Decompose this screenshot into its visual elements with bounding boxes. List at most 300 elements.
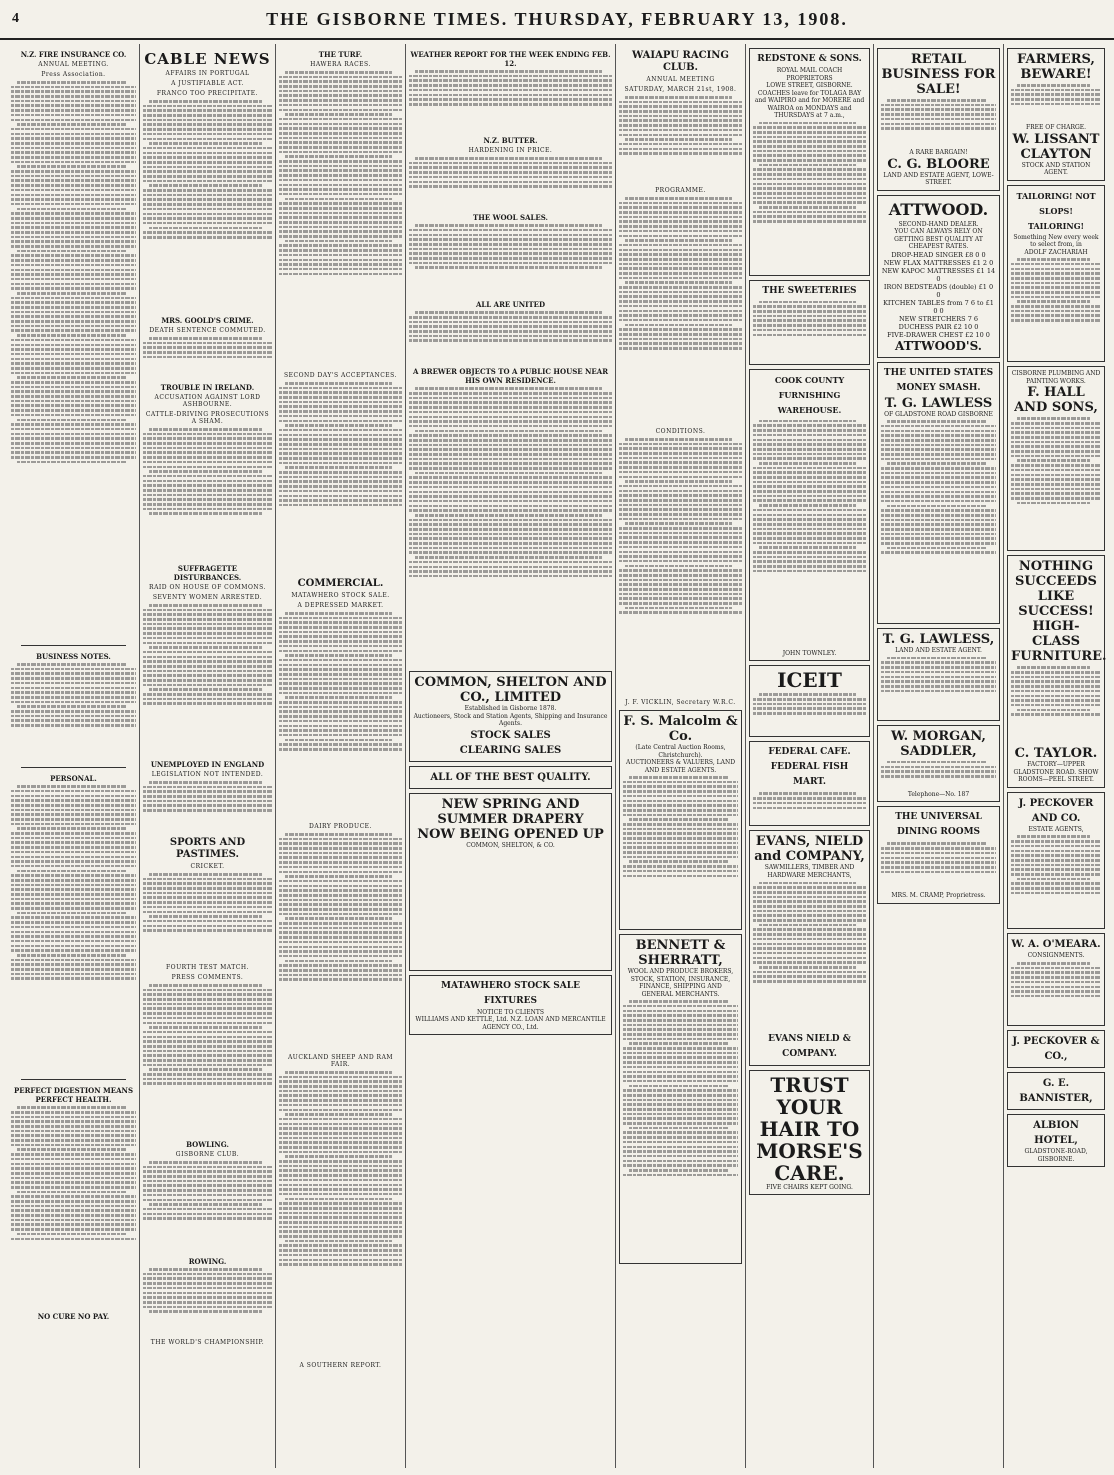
text-line xyxy=(143,1017,272,1020)
advert-body xyxy=(623,1000,738,1260)
text-line xyxy=(11,95,136,98)
text-line xyxy=(623,1160,738,1163)
price-item: DROP-HEAD SINGER £8 0 0 xyxy=(891,250,986,259)
text-line xyxy=(17,663,126,666)
text-line xyxy=(623,1146,738,1149)
text-line xyxy=(753,532,866,535)
text-line xyxy=(279,462,402,465)
text-line xyxy=(143,1031,272,1034)
headline: COMMERCIAL. xyxy=(297,578,384,589)
advert-body xyxy=(1011,962,1101,1022)
text-line xyxy=(619,328,742,331)
text-line xyxy=(143,1213,272,1216)
text-line xyxy=(17,334,126,337)
text-line xyxy=(143,189,272,192)
text-line xyxy=(623,828,738,831)
text-line xyxy=(143,925,272,928)
text-line xyxy=(279,913,402,916)
text-line xyxy=(753,971,866,974)
advert-title: MATAWHERO STOCK SALE FIXTURES xyxy=(441,980,580,1006)
text-line xyxy=(279,141,402,144)
text-line xyxy=(415,472,602,475)
text-line xyxy=(11,1186,136,1189)
text-line xyxy=(11,325,136,328)
advert-evans-nield xyxy=(749,830,870,1065)
text-line xyxy=(409,325,612,328)
text-line xyxy=(1011,704,1101,707)
advert-bennett xyxy=(619,934,742,1264)
text-line xyxy=(753,429,866,432)
text-line xyxy=(17,250,126,253)
text-line xyxy=(753,891,866,894)
text-line xyxy=(11,409,136,412)
text-line xyxy=(881,676,996,679)
advert-malcolm xyxy=(619,710,742,930)
text-line xyxy=(11,687,136,690)
text-line xyxy=(279,1230,402,1233)
text-line xyxy=(143,203,272,206)
text-line xyxy=(279,847,402,850)
subhead: HARDENING IN PRICE. xyxy=(468,147,553,155)
text-line xyxy=(753,537,866,540)
text-line xyxy=(143,993,272,996)
text-line xyxy=(623,856,738,859)
text-line xyxy=(279,137,402,140)
text-line xyxy=(143,156,272,159)
text-line xyxy=(619,536,742,539)
text-line xyxy=(279,443,402,446)
text-line xyxy=(143,1078,272,1081)
text-line xyxy=(285,696,392,699)
article-body xyxy=(409,311,612,361)
text-line xyxy=(409,448,612,451)
text-line xyxy=(881,425,996,428)
text-line xyxy=(881,847,996,850)
article-body xyxy=(279,382,402,572)
text-line xyxy=(279,710,402,713)
text-line xyxy=(623,1117,738,1120)
text-line xyxy=(753,168,866,171)
text-line xyxy=(11,222,136,225)
advert-title: COMMON, SHELTON AND CO., LIMITED xyxy=(414,675,607,706)
text-line xyxy=(881,500,996,503)
text-line xyxy=(143,632,272,635)
text-line xyxy=(753,975,866,978)
advert-text: GLADSTONE-ROAD, GISBORNE. xyxy=(1024,1148,1088,1163)
text-line xyxy=(279,99,402,102)
text-line xyxy=(619,230,742,233)
text-line xyxy=(881,514,996,517)
text-line xyxy=(881,509,996,512)
text-line xyxy=(143,1282,272,1285)
text-line xyxy=(279,273,402,276)
text-line xyxy=(279,429,402,432)
advert-text: STOCK SALES xyxy=(470,729,551,741)
text-line xyxy=(143,684,272,687)
text-line xyxy=(753,542,866,545)
text-line xyxy=(623,1094,738,1097)
text-line xyxy=(753,910,866,913)
text-line xyxy=(143,642,272,645)
text-line xyxy=(279,415,402,418)
text-line xyxy=(409,453,612,456)
text-line xyxy=(279,263,402,266)
text-line xyxy=(11,682,136,685)
advert-text: AUCTIONEERS & VALUERS, LAND AND ESTATE AGENTS. xyxy=(625,759,736,774)
text-line xyxy=(753,201,866,204)
text-line xyxy=(11,804,136,807)
text-line xyxy=(1017,962,1091,965)
text-line xyxy=(11,236,136,239)
text-line xyxy=(1011,422,1101,425)
text-line xyxy=(623,1075,738,1078)
text-line xyxy=(753,703,866,706)
text-line xyxy=(279,692,402,695)
text-line xyxy=(285,960,392,963)
text-line xyxy=(279,866,402,869)
text-line xyxy=(279,701,402,704)
text-line xyxy=(11,273,136,276)
text-line xyxy=(279,856,402,859)
text-line xyxy=(17,912,126,915)
text-line xyxy=(143,1045,272,1048)
text-line xyxy=(11,809,136,812)
advert-dining-rooms xyxy=(877,806,1000,904)
advert-redstone xyxy=(749,48,870,276)
text-line xyxy=(279,504,402,507)
advert-text: STOCK AND STATION AGENT. xyxy=(1021,161,1091,177)
text-line xyxy=(619,244,742,247)
text-line xyxy=(11,175,136,178)
text-line xyxy=(11,893,136,896)
text-line xyxy=(279,391,402,394)
text-line xyxy=(11,1238,136,1241)
text-line xyxy=(143,1180,272,1183)
text-line xyxy=(279,259,402,262)
text-line xyxy=(409,486,612,489)
text-line xyxy=(1017,258,1091,261)
text-line xyxy=(143,1170,272,1173)
text-line xyxy=(759,966,856,969)
text-line xyxy=(415,224,602,227)
text-line xyxy=(143,138,272,141)
text-line xyxy=(143,1184,272,1187)
article-body xyxy=(11,663,136,763)
advert-title: NOTHING SUCCEEDS LIKE SUCCESS! xyxy=(1015,559,1097,620)
text-line xyxy=(881,444,996,447)
text-line xyxy=(1011,850,1101,853)
text-line xyxy=(279,1226,402,1229)
text-line xyxy=(17,870,126,873)
text-line xyxy=(1011,986,1101,989)
text-line xyxy=(623,1103,738,1106)
text-line xyxy=(619,546,742,549)
text-line xyxy=(1011,488,1101,491)
text-line xyxy=(625,96,732,99)
text-line xyxy=(409,103,612,106)
text-line xyxy=(11,1144,136,1147)
text-line xyxy=(753,126,866,129)
text-line xyxy=(143,882,272,885)
text-line xyxy=(149,1310,262,1313)
advert-body xyxy=(881,761,996,791)
advert-bannister xyxy=(1007,1072,1105,1110)
text-line xyxy=(409,481,612,484)
text-line xyxy=(1011,282,1101,285)
text-line xyxy=(409,467,612,470)
text-line xyxy=(619,249,742,252)
text-line xyxy=(143,1003,272,1006)
text-line xyxy=(409,171,612,174)
text-line xyxy=(887,761,986,764)
text-line xyxy=(143,109,272,112)
text-line xyxy=(409,462,612,465)
text-line xyxy=(143,693,272,696)
text-line xyxy=(11,100,136,103)
text-line xyxy=(11,715,136,718)
page-number: 4 xyxy=(12,11,21,26)
text-line xyxy=(279,621,402,624)
text-line xyxy=(881,661,996,664)
text-line xyxy=(1011,492,1101,495)
advert-title: TRUST YOUR HAIR TO MORSE'S CARE. xyxy=(756,1072,863,1185)
text-line xyxy=(1011,445,1101,448)
signature: J. F. VICKLIN, Secretary W.R.C. xyxy=(625,699,736,706)
text-line xyxy=(279,964,402,967)
text-line xyxy=(11,1139,136,1142)
text-line xyxy=(149,337,262,340)
text-line xyxy=(759,792,856,795)
price-item: NEW STRETCHERS 7 6 xyxy=(898,314,979,323)
headline: ROWING. xyxy=(188,1257,227,1266)
text-line xyxy=(11,283,136,286)
text-line xyxy=(279,1141,402,1144)
text-line xyxy=(11,390,136,393)
text-line xyxy=(1011,431,1101,434)
advert-title: ICEIT xyxy=(777,668,842,693)
text-line xyxy=(143,920,272,923)
advert-peckover-2 xyxy=(1007,1030,1105,1068)
advert-peckover xyxy=(1007,792,1105,930)
text-line xyxy=(143,1208,272,1211)
column-7 xyxy=(874,44,1004,1468)
text-line xyxy=(753,886,866,889)
text-line xyxy=(11,1153,136,1156)
text-line xyxy=(143,351,272,354)
column-5 xyxy=(616,44,746,1468)
advert-text: YOU CAN ALWAYS RELY ON GETTING BEST QUALITY AT CHEAPEST RATES. xyxy=(894,228,983,251)
text-line xyxy=(11,668,136,671)
text-line xyxy=(759,546,856,549)
text-line xyxy=(11,133,136,136)
text-line xyxy=(279,706,402,709)
text-line xyxy=(11,907,136,910)
text-line xyxy=(279,1216,402,1219)
text-line xyxy=(279,434,402,437)
text-line xyxy=(143,1287,272,1290)
text-line xyxy=(623,832,738,835)
text-line xyxy=(1011,854,1101,857)
text-line xyxy=(753,197,866,200)
text-line xyxy=(11,1120,136,1123)
text-line xyxy=(279,871,402,874)
text-line xyxy=(279,729,402,732)
advert-text: LAND AND ESTATE AGENT. xyxy=(895,647,982,655)
text-line xyxy=(279,452,402,455)
text-line xyxy=(619,225,742,228)
text-line xyxy=(623,1108,738,1111)
text-line xyxy=(1011,286,1101,289)
text-line xyxy=(143,1036,272,1039)
text-line xyxy=(753,707,866,710)
advert-text: SECOND-HAND DEALER. xyxy=(898,220,979,228)
headline: NO CURE NO PAY. xyxy=(37,1312,110,1322)
text-line xyxy=(409,252,612,255)
text-line xyxy=(279,617,402,620)
advert-title: RETAIL BUSINESS FOR SALE! xyxy=(881,52,996,97)
text-line xyxy=(623,1066,738,1069)
text-line xyxy=(279,1235,402,1238)
text-line xyxy=(279,1169,402,1172)
text-line xyxy=(11,189,136,192)
text-line xyxy=(619,310,742,313)
text-line xyxy=(11,949,136,952)
text-line xyxy=(753,315,866,318)
text-line xyxy=(753,957,866,960)
text-line xyxy=(881,528,996,531)
article-body xyxy=(143,984,272,1134)
text-line xyxy=(143,674,272,677)
text-line xyxy=(1017,502,1091,505)
text-line xyxy=(149,1068,262,1071)
text-line xyxy=(11,395,136,398)
text-line xyxy=(1011,469,1101,472)
column-3 xyxy=(276,44,406,1468)
text-line xyxy=(11,945,136,948)
text-line xyxy=(279,480,402,483)
text-line xyxy=(753,807,866,810)
text-line xyxy=(285,155,392,158)
text-line xyxy=(17,1106,126,1109)
advert-title: NOW BEING OPENED UP xyxy=(417,826,604,842)
advert-body xyxy=(1011,258,1101,358)
text-line xyxy=(279,132,402,135)
headline: A BREWER OBJECTS TO A PUBLIC HOUSE NEAR HIS OWN RESIDENCE. xyxy=(412,367,609,386)
text-line xyxy=(619,485,742,488)
text-line xyxy=(409,495,612,498)
text-line xyxy=(279,1094,402,1097)
subhead: CONDITIONS. xyxy=(655,428,706,435)
text-line xyxy=(623,1099,738,1102)
text-line xyxy=(11,320,136,323)
text-line xyxy=(753,905,866,908)
text-line xyxy=(285,424,392,427)
advert-title: THE UNIVERSAL DINING ROOMS xyxy=(895,812,982,838)
text-line xyxy=(11,147,136,150)
text-line xyxy=(753,928,866,931)
advert-title: ALBION HOTEL, xyxy=(1033,1120,1079,1147)
text-line xyxy=(143,627,272,630)
text-line xyxy=(623,1038,738,1041)
text-line xyxy=(409,79,612,82)
text-line xyxy=(143,892,272,895)
text-line xyxy=(619,574,742,577)
text-line xyxy=(279,80,402,83)
text-line xyxy=(623,781,738,784)
text-line xyxy=(279,1104,402,1107)
headline: N.Z. BUTTER. xyxy=(483,136,538,146)
text-line xyxy=(625,324,732,327)
text-line xyxy=(753,178,866,181)
text-line xyxy=(619,579,742,582)
text-line xyxy=(11,1167,136,1170)
text-line xyxy=(279,1259,402,1262)
text-line xyxy=(11,1163,136,1166)
subhead: A JUSTIFIABLE ACT. xyxy=(171,80,244,87)
text-line xyxy=(17,165,126,168)
text-line xyxy=(279,1123,402,1126)
text-line xyxy=(887,505,986,508)
advert-title: THE UNITED STATES MONEY SMASH. xyxy=(883,367,994,393)
text-line xyxy=(11,404,136,407)
text-line xyxy=(619,513,742,516)
text-line xyxy=(753,443,866,446)
text-line xyxy=(149,1026,262,1029)
text-line xyxy=(881,857,996,860)
text-line xyxy=(629,1042,728,1045)
text-line xyxy=(149,646,262,649)
text-line xyxy=(143,456,272,459)
subhead: FRANCO TOO PRECIPITATE. xyxy=(156,90,259,97)
advert-title: EVANS, NIELD and COMPANY, xyxy=(754,834,865,865)
text-line xyxy=(17,1148,126,1151)
text-line xyxy=(143,1022,272,1025)
advert-title: F. S. Malcolm & Co. xyxy=(623,714,738,744)
text-line xyxy=(11,696,136,699)
text-line xyxy=(285,1113,392,1116)
text-line xyxy=(143,236,272,239)
text-line xyxy=(619,110,742,113)
text-line xyxy=(279,127,402,130)
text-line xyxy=(1011,864,1101,867)
text-line xyxy=(279,90,402,93)
text-line xyxy=(11,1205,136,1208)
text-line xyxy=(619,258,742,261)
text-line xyxy=(285,1155,392,1158)
text-line xyxy=(619,476,742,479)
text-line xyxy=(753,481,866,484)
text-line xyxy=(619,267,742,270)
text-line xyxy=(623,1014,738,1017)
text-line xyxy=(753,211,866,214)
text-line xyxy=(619,504,742,507)
text-line xyxy=(279,1076,402,1079)
text-line xyxy=(11,90,136,93)
text-line xyxy=(17,705,126,708)
text-line xyxy=(279,146,402,149)
text-line xyxy=(143,800,272,803)
text-line xyxy=(149,470,262,473)
text-line xyxy=(409,257,612,260)
text-line xyxy=(149,1203,262,1206)
text-line xyxy=(409,84,612,87)
text-line xyxy=(753,802,866,805)
text-line xyxy=(409,176,612,179)
article-body xyxy=(143,1268,272,1338)
headline: BUSINESS NOTES. xyxy=(36,652,111,661)
text-line xyxy=(619,211,742,214)
text-line xyxy=(279,202,402,205)
